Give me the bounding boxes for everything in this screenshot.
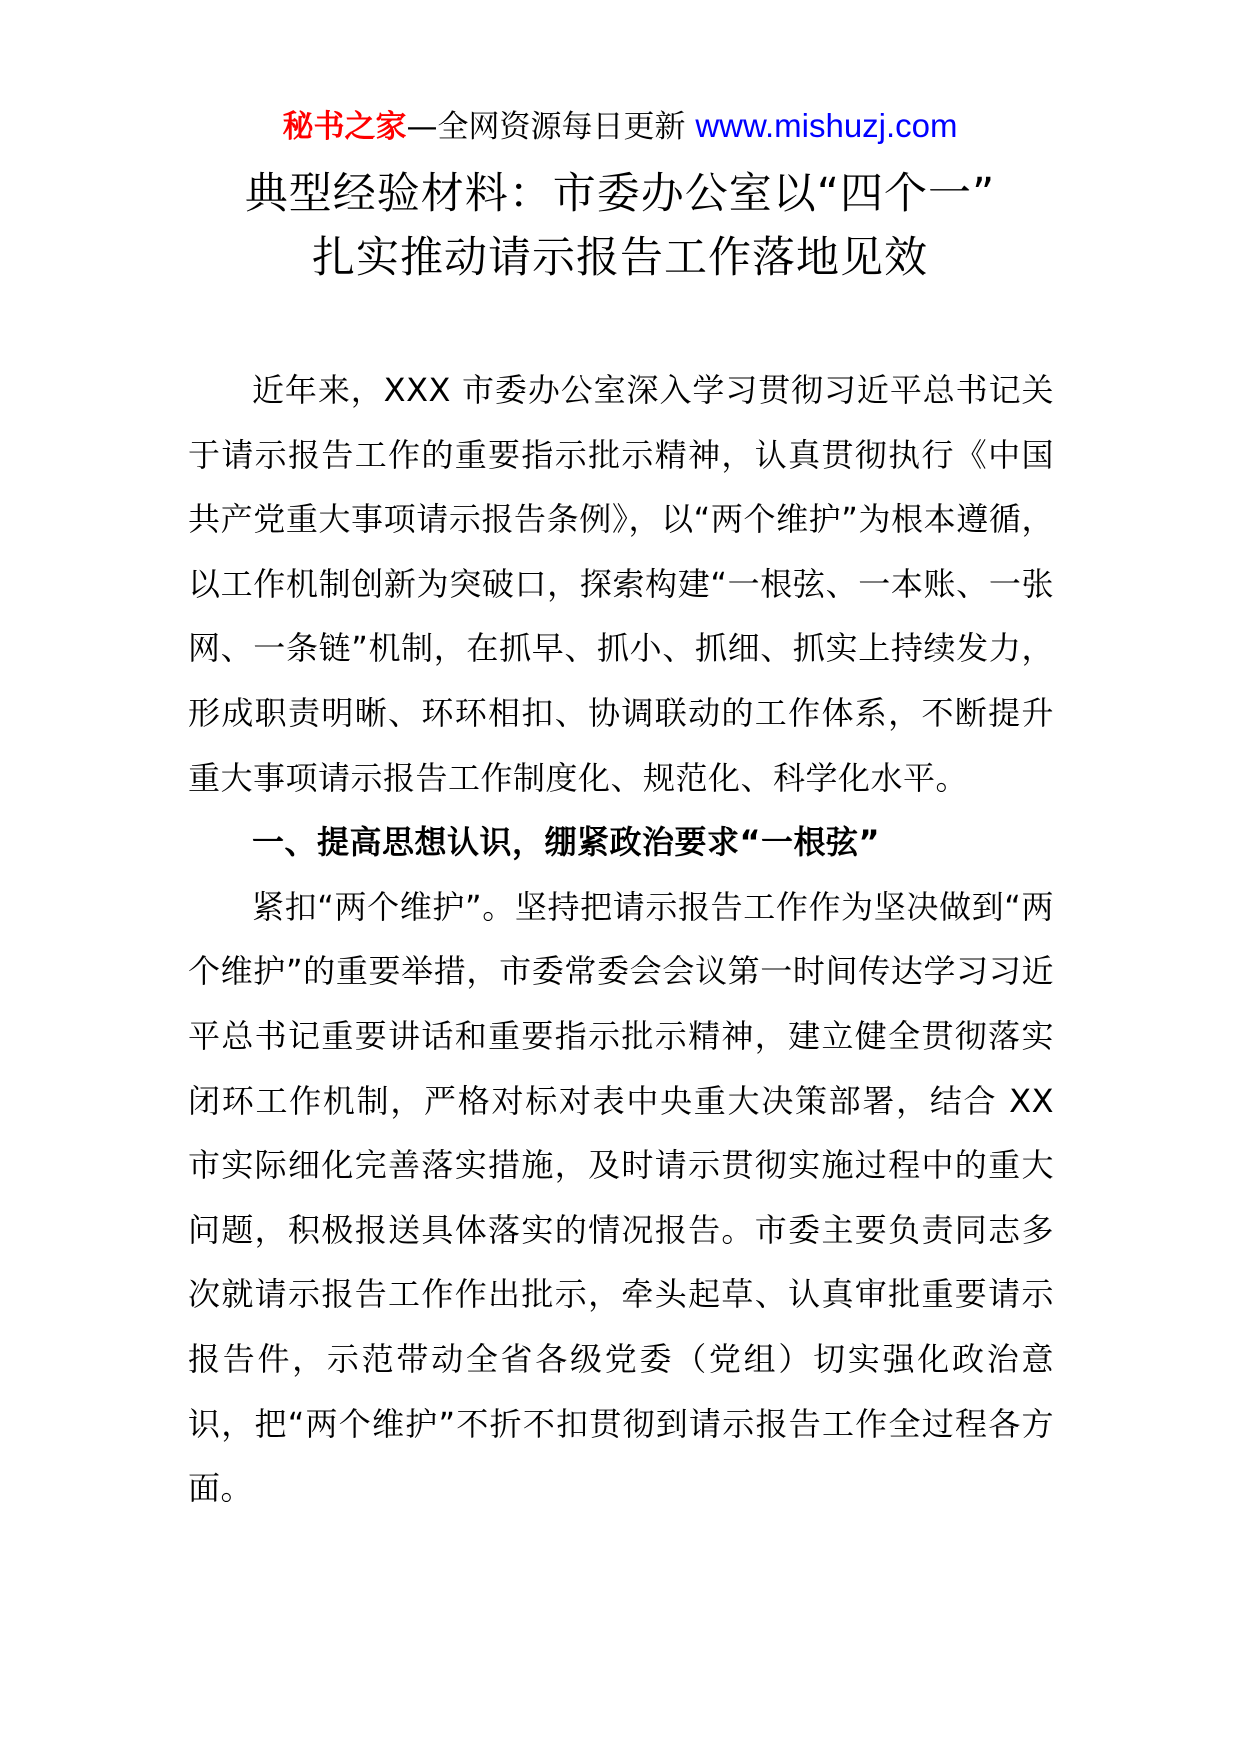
header-banner: [0, 104, 1240, 149]
site-url-link[interactable]: www.mishuzj.com: [695, 107, 958, 144]
header-tagline: —全网资源每日更新: [406, 109, 696, 145]
intro-paragraph: 近年来，XXX 市委办公室深入学习贯彻习近平总书记关于请示报告工作的重要指示批示精神，认真贯彻执行《中国共产党重大事项请示报告条例》，以“两个维护”为根本遵循，以工作机制创新为突破口，探索构建“一根弦、一本账、一张网、一条链”机制，在抓早、抓小、抓细、抓实上持续发力，形成职责明晰、环环相扣、协调联动的工作体系，不断提升重大事项请示报告工作制度化、规范化、科学化水平。: [188, 371, 1054, 797]
section-1-heading: 一、提高思想认识，绷紧政治要求“一根弦”: [252, 823, 881, 862]
title-line-2: 扎实推动请示报告工作落地见效: [312, 233, 928, 283]
title-line-1: 典型经验材料：市委办公室以“四个一”: [244, 169, 996, 219]
brand-name: 秘书之家: [282, 109, 407, 145]
section-1-paragraph: 紧扣“两个维护”。坚持把请示报告工作作为坚决做到“两个维护”的重要举措，市委常委会会议第一时间传达学习习近平总书记重要讲话和重要指示批示精神，建立健全贯彻落实闭环工作机制，严格对标对表中央重大决策部署，结合 XX 市实际细化完善落实措施，及时请示贯彻实施过程中的重大问题，积极报送具体落实的情况报告。市委主要负责同志多次就请示报告工作作出批示，牵头起草、认真审批重要请示报告件，示范带动全省各级党委（党组）切实强化政治意识，把“两个维护”不折不扣贯彻到请示报告工作全过程各方面。: [188, 887, 1054, 1508]
document-title: [150, 162, 1090, 290]
document-body: [188, 358, 1054, 1521]
